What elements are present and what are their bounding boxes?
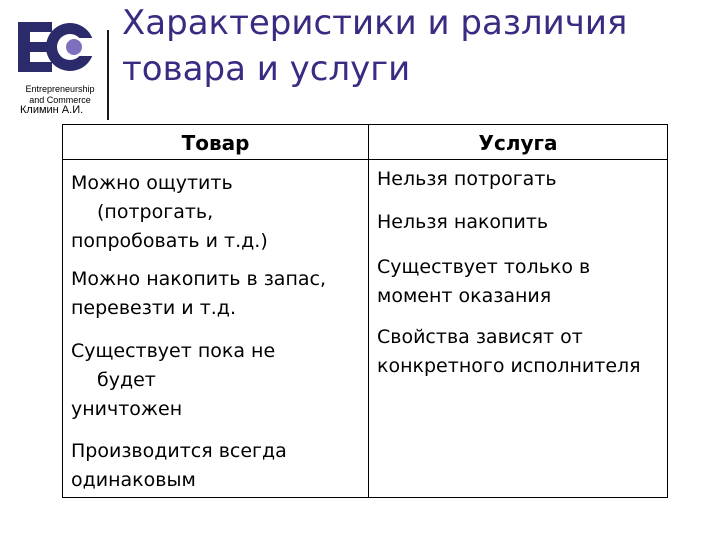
comparison-table: [62, 124, 668, 498]
logo: [10, 14, 105, 105]
services-column: [369, 125, 667, 497]
goods-item-line: Производится всегда: [71, 440, 287, 462]
goods-column: [63, 125, 369, 497]
logo-caption-line2: and Commerce: [29, 95, 91, 105]
goods-item-line: одинаковым: [71, 469, 196, 491]
goods-item-line: Существует пока не: [71, 340, 276, 362]
goods-item-line: Можно ощутить: [71, 172, 233, 194]
logo-caption-line1: Entrepreneurship: [25, 84, 95, 94]
goods-item-line: будет: [97, 369, 156, 391]
slide-title-line1: Характеристики и различия: [122, 3, 628, 43]
services-item: [377, 165, 661, 194]
header-divider-right: [369, 159, 667, 160]
title-divider: [107, 30, 109, 120]
goods-header: Товар: [181, 131, 250, 155]
services-item: [377, 253, 661, 311]
goods-item-line: перевезти и т.д.: [71, 297, 236, 319]
services-item-line: Существует только в: [377, 256, 591, 278]
slide-title: [122, 0, 712, 92]
goods-item: [71, 265, 362, 323]
services-item-line: Нельзя накопить: [377, 211, 549, 233]
slide-title-line2: товара и услуги: [122, 49, 411, 89]
services-header: Услуга: [478, 131, 558, 155]
header-divider-left: [63, 159, 368, 160]
goods-item: [71, 437, 362, 495]
goods-item-line: (потрогать,: [97, 201, 214, 223]
services-item-line: конкретного исполнителя: [377, 355, 641, 377]
goods-item-line: Можно накопить в запас,: [71, 268, 326, 290]
services-item: [377, 323, 661, 381]
ec-logo-icon: [12, 14, 94, 78]
services-item-line: Нельзя потрогать: [377, 168, 557, 190]
author-name: Климин А.И.: [20, 104, 84, 116]
goods-item: [71, 337, 362, 424]
services-item-line: момент оказания: [377, 285, 552, 307]
goods-item-line: попробовать и т.д.): [71, 230, 268, 252]
goods-item: [71, 169, 362, 256]
services-item: [377, 208, 661, 237]
services-item-line: Свойства зависят от: [377, 326, 583, 348]
goods-item-line: уничтожен: [71, 398, 183, 420]
